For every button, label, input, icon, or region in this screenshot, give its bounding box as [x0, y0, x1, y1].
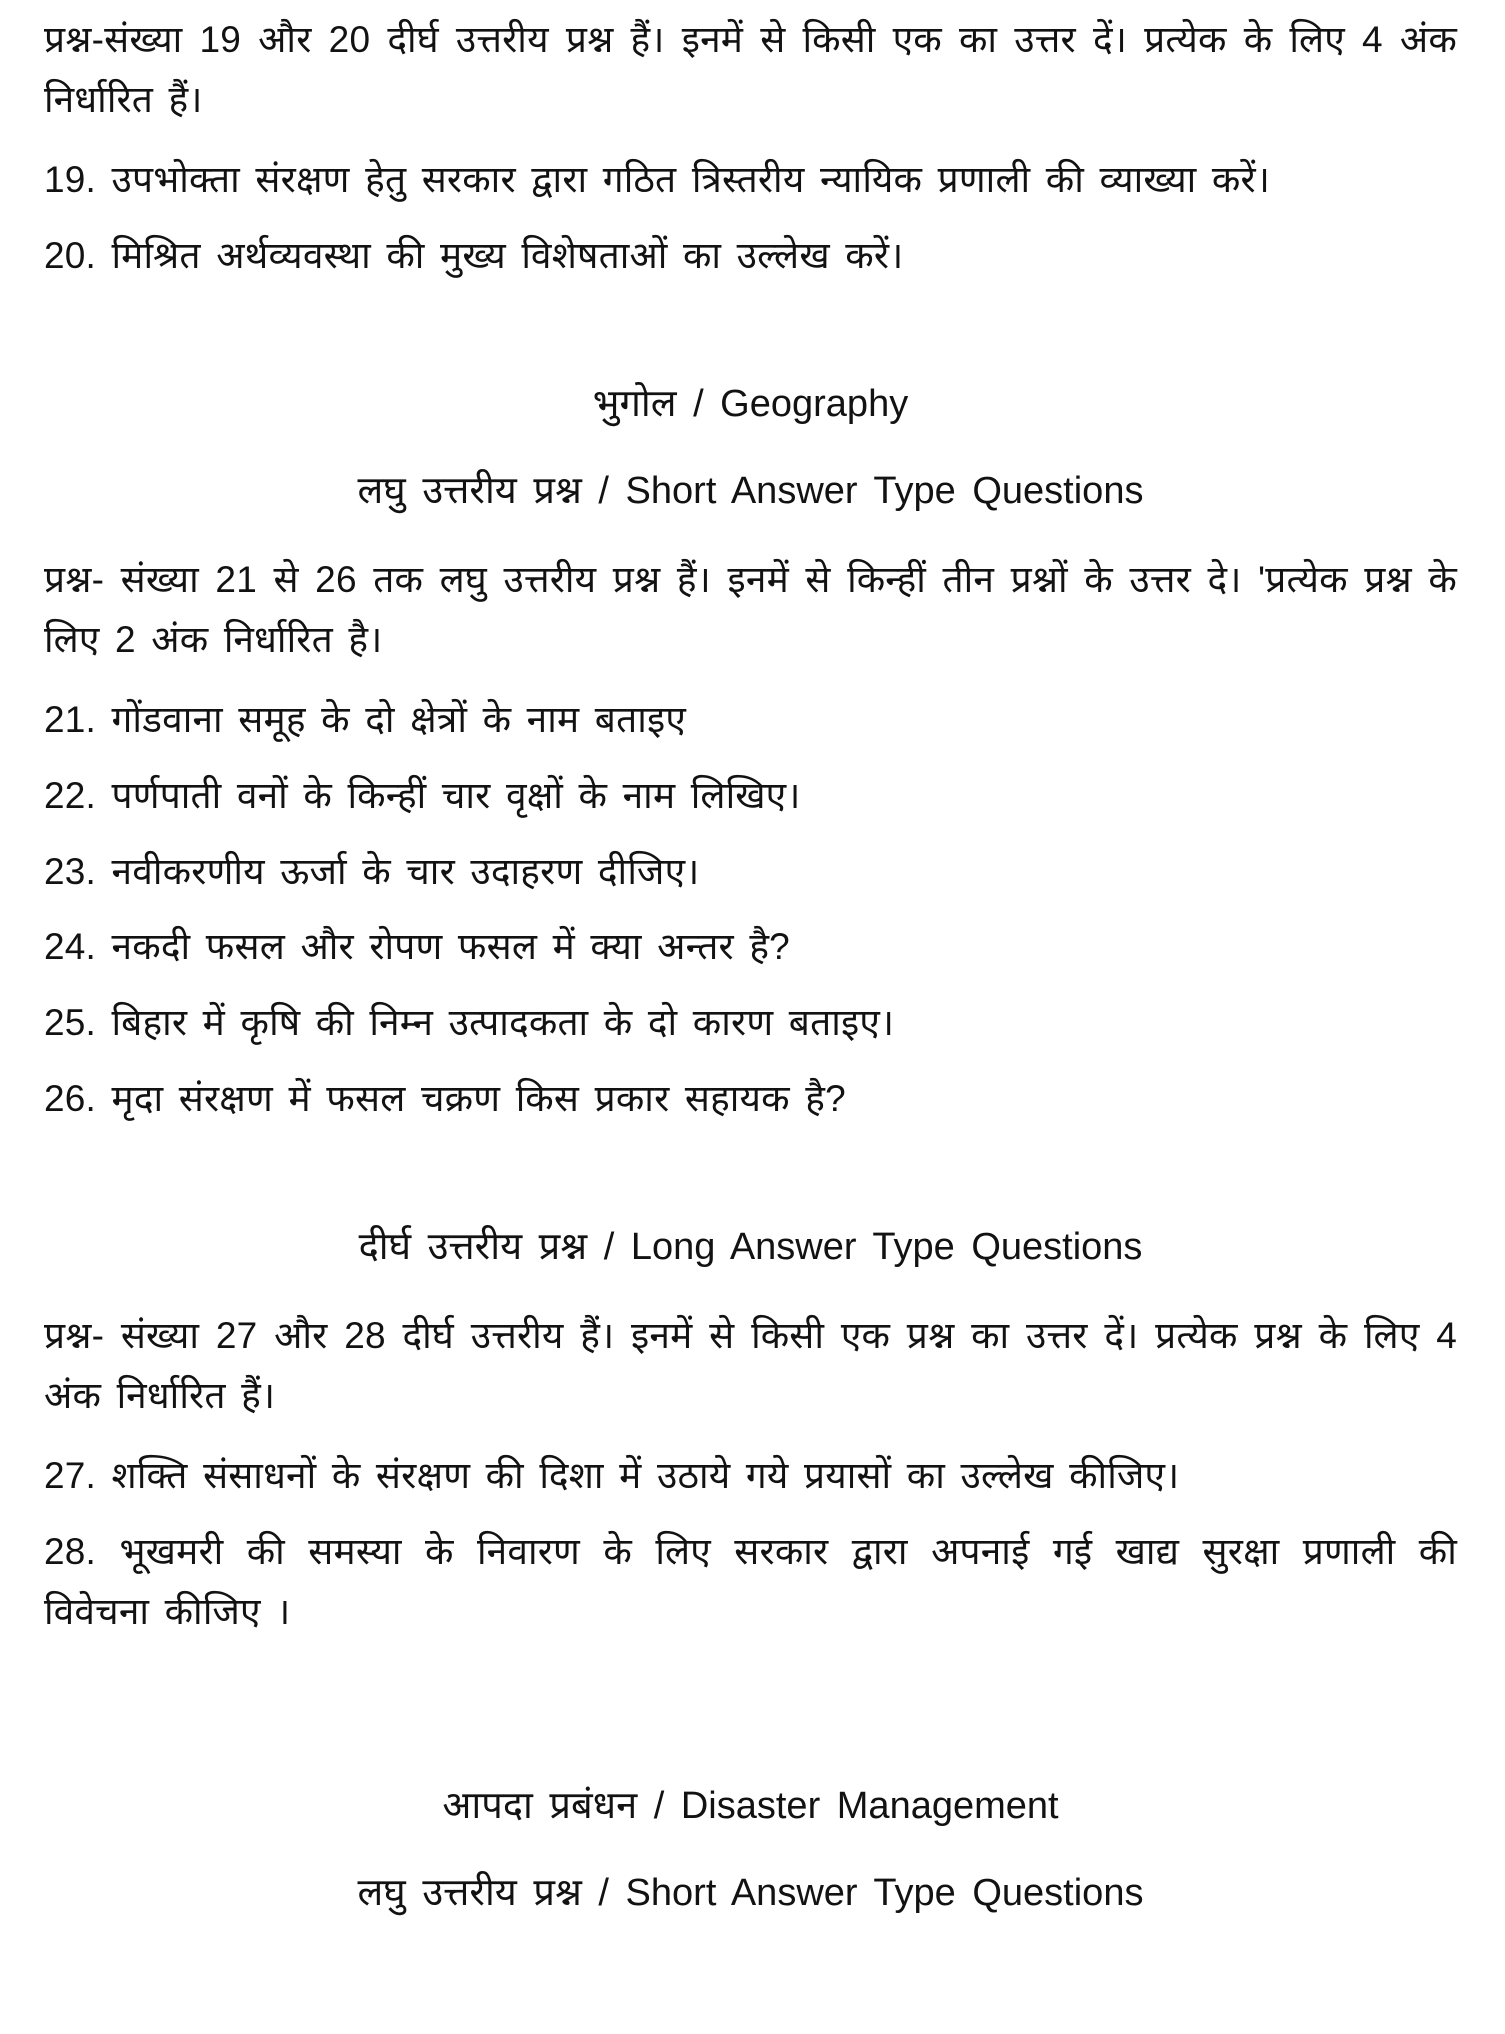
- question-25-text: बिहार में कृषि की निम्न उत्पादकता के दो कारण बताइए।: [111, 1002, 895, 1044]
- spacer-after-disaster-heading: [44, 1835, 1457, 1865]
- question-24: [44, 917, 1457, 977]
- question-25: [44, 993, 1457, 1053]
- geography-long-answer-instruction: प्रश्न- संख्या 27 और 28 दीर्घ उत्तरीय हैं। इनमें से किसी एक प्रश्न का उत्तर दें। प्रत्येक प्रश्न के लिए 4 अंक निर्धारित हैं।: [44, 1315, 1457, 1417]
- question-26-text: मृदा संरक्षण में फसल चक्रण किस प्रकार सहायक है?: [111, 1078, 846, 1120]
- spacer-before-geography: [44, 302, 1457, 376]
- question-19-number: 19.: [44, 158, 97, 200]
- question-28: [44, 1522, 1457, 1642]
- question-26-number: 26.: [44, 1078, 97, 1120]
- spacer-before-disaster-management-2: [44, 1732, 1457, 1778]
- question-19: [44, 150, 1457, 210]
- question-21-text: गोंडवाना समूह के दो क्षेत्रों के नाम बताइए: [111, 698, 687, 740]
- question-27-number: 27.: [44, 1455, 97, 1497]
- geography-section-heading: भुगोल / Geography: [592, 382, 909, 425]
- question-27-text: शक्ति संसाधनों के संरक्षण की दिशा में उठाये गये प्रयासों का उल्लेख कीजिए।: [111, 1455, 1180, 1497]
- question-22: [44, 766, 1457, 826]
- civics-long-answer-instruction: प्रश्न-संख्या 19 और 20 दीर्घ उत्तरीय प्रश्न हैं। इनमें से किसी एक का उत्तर दें। प्रत्येक के लिए 4 अंक निर्धारित हैं।: [44, 19, 1457, 120]
- spacer-before-disaster-management: [44, 1658, 1457, 1732]
- question-24-text: नकदी फसल और रोपण फसल में क्या अन्तर है?: [111, 926, 790, 968]
- question-23-number: 23.: [44, 850, 97, 892]
- question-27: [44, 1446, 1457, 1506]
- question-20-number: 20.: [44, 234, 97, 276]
- question-22-text: पर्णपाती वनों के किन्हीं चार वृक्षों के नाम लिखिए।: [111, 774, 801, 816]
- spacer-after-short-answer-heading: [44, 520, 1457, 550]
- spacer-after-geography-heading: [44, 433, 1457, 463]
- question-20-text: मिश्रित अर्थव्यवस्था की मुख्य विशेषताओं का उल्लेख करें।: [111, 234, 904, 276]
- geography-short-answer-heading: लघु उत्तरीय प्रश्न / Short Answer Type Questions: [357, 469, 1144, 512]
- geography-long-answer-heading: दीर्घ उत्तरीय प्रश्न / Long Answer Type Questions: [358, 1226, 1143, 1269]
- question-24-number: 24.: [44, 926, 97, 968]
- disaster-management-short-answer-heading: लघु उत्तरीय प्रश्न / Short Answer Type Questions: [357, 1871, 1144, 1914]
- question-25-number: 25.: [44, 1002, 97, 1044]
- question-19-text: उपभोक्ता संरक्षण हेतु सरकार द्वारा गठित त्रिस्तरीय न्यायिक प्रणाली की व्याख्या करें।: [111, 158, 1271, 200]
- spacer-before-long-answer: [44, 1145, 1457, 1219]
- question-23: [44, 842, 1457, 902]
- disaster-management-section-heading: आपदा प्रबंधन / Disaster Management: [442, 1784, 1059, 1827]
- question-22-number: 22.: [44, 774, 97, 816]
- question-28-text: भूखमरी की समस्या के निवारण के लिए सरकार द्वारा अपनाई गई खाद्य सुरक्षा प्रणाली की विवेचना कीजिए ।: [44, 1531, 1458, 1632]
- question-21: [44, 690, 1457, 750]
- spacer-after-long-answer-heading: [44, 1276, 1457, 1306]
- question-23-text: नवीकरणीय ऊर्जा के चार उदाहरण दीजिए।: [111, 850, 700, 892]
- geography-short-answer-instruction: प्रश्न- संख्या 21 से 26 तक लघु उत्तरीय प्रश्न हैं। इनमें से किन्हीं तीन प्रश्नों के उत्तर दे। 'प्रत्येक प्रश्न के लिए 2 अंक निर्धारित है।: [44, 558, 1457, 660]
- question-21-number: 21.: [44, 698, 97, 740]
- question-26: [44, 1069, 1457, 1129]
- question-20: [44, 226, 1457, 286]
- question-28-number: 28.: [44, 1531, 97, 1573]
